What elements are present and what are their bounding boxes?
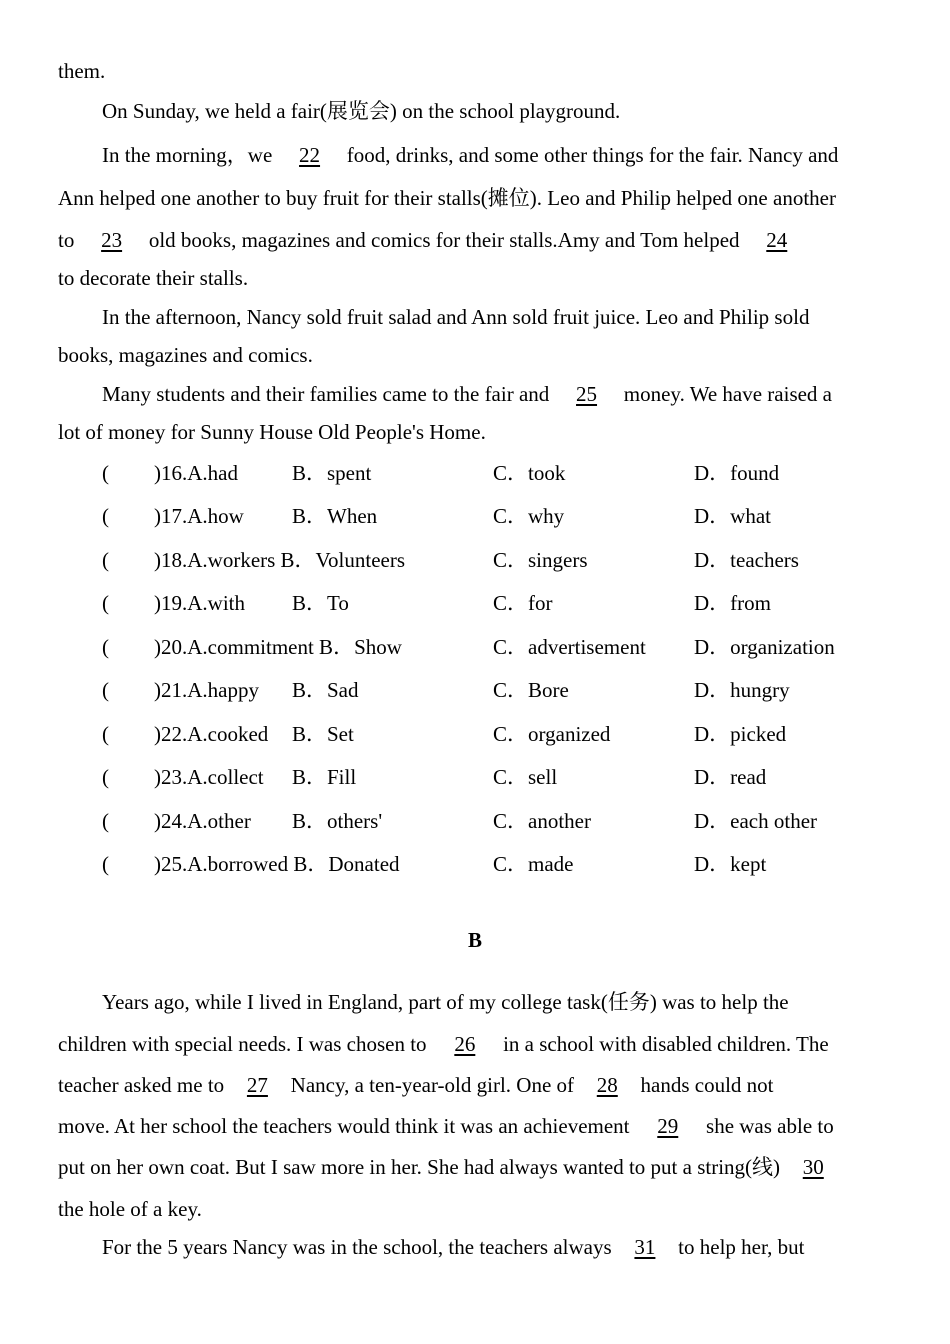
passage-text (58, 1030, 829, 1058)
answer-paren[interactable]: ( (102, 852, 109, 876)
text: hands could not (635, 1073, 774, 1097)
passage-text (102, 141, 838, 169)
answer-paren[interactable]: ( (102, 591, 109, 615)
option-b: B．spent (292, 461, 372, 485)
blank-30: 30 (802, 1155, 824, 1179)
passage-text (102, 1233, 804, 1261)
answer-paren[interactable]: ( (102, 635, 109, 659)
passage-text (58, 226, 809, 254)
option-d: D．kept (694, 852, 767, 876)
passage-text: to decorate their stalls. (58, 266, 249, 290)
passage-text (58, 1153, 841, 1181)
answer-paren[interactable]: ( (102, 548, 109, 572)
blank-29: 29 (657, 1114, 679, 1138)
text: money. We have raised a (618, 382, 833, 406)
option-c: C．made (493, 852, 574, 876)
question-option-a: )19.A.with (154, 591, 245, 615)
question-option-a: )22.A.cooked (154, 722, 269, 746)
option-c: C．why (493, 504, 565, 528)
option-c: C．took (493, 461, 566, 485)
option-b: B．Fill (292, 765, 357, 789)
option-c: C．another (493, 809, 591, 833)
question-row (102, 633, 902, 661)
blank-31: 31 (634, 1235, 656, 1259)
text: Nancy, a ten-year-old girl. One of (285, 1073, 580, 1097)
option-c: C．sell (493, 765, 558, 789)
blank-25: 25 (576, 382, 598, 406)
passage-text (58, 1112, 834, 1140)
option-d: D．from (694, 591, 771, 615)
option-c: C．Bore (493, 678, 569, 702)
blank-24: 24 (766, 228, 788, 252)
question-option-a: )21.A.happy (154, 678, 259, 702)
passage-text: books, magazines and comics. (58, 343, 313, 367)
passage-text (58, 1071, 774, 1099)
blank-22: 22 (299, 143, 321, 167)
option-b: B．When (292, 504, 378, 528)
text: put on her own coat. But I saw more in her. She had always wanted to put a string(线) (58, 1155, 786, 1179)
text: Many students and their families came to the fair and (102, 382, 555, 406)
option-c: C．advertisement (493, 635, 646, 659)
text: For the 5 years Nancy was in the school, the teachers always (102, 1235, 617, 1259)
passage-text: Ann helped one another to buy fruit for their stalls(摊位). Leo and Philip helped one another (58, 186, 836, 210)
text: to help her, but (672, 1235, 805, 1259)
option-d: D．teachers (694, 548, 799, 572)
answer-paren[interactable]: ( (102, 504, 109, 528)
text: she was able to (700, 1114, 834, 1138)
question-option-a-b: )25.A.borrowed B．Donated (154, 852, 400, 876)
question-row (102, 850, 902, 878)
option-d: D．what (694, 504, 771, 528)
text: to (58, 228, 80, 252)
passage-text: them. (58, 59, 106, 83)
text: teacher asked me to (58, 1073, 230, 1097)
question-row (102, 763, 902, 791)
option-c: C．organized (493, 722, 611, 746)
passage-text: Years ago, while I lived in England, part of my college task(任务) was to help the (102, 990, 789, 1014)
question-row (102, 502, 902, 530)
option-b: B．others' (292, 809, 383, 833)
option-d: D．hungry (694, 678, 790, 702)
question-row (102, 546, 902, 574)
option-c: C．singers (493, 548, 588, 572)
passage-text: On Sunday, we held a fair(展览会) on the school playground. (102, 99, 621, 123)
question-row (102, 720, 902, 748)
passage-text (102, 380, 832, 408)
question-row (102, 589, 902, 617)
blank-23: 23 (101, 228, 123, 252)
question-option-a: )23.A.collect (154, 765, 264, 789)
option-d: D．found (694, 461, 780, 485)
text: in a school with disabled children. The (497, 1032, 829, 1056)
answer-paren[interactable]: ( (102, 461, 109, 485)
text: children with special needs. I was chosen to (58, 1032, 432, 1056)
question-row (102, 807, 902, 835)
passage-text: In the afternoon, Nancy sold fruit salad and Ann sold fruit juice. Leo and Philip sold (102, 305, 810, 329)
option-b: B．To (292, 591, 349, 615)
option-d: D．picked (694, 722, 787, 746)
option-b: B．Set (292, 722, 354, 746)
answer-paren[interactable]: ( (102, 678, 109, 702)
question-option-a: )24.A.other (154, 809, 251, 833)
text: food, drinks, and some other things for the fair. Nancy and (341, 143, 839, 167)
option-d: D．organization (694, 635, 835, 659)
question-option-a-b: )18.A.workers B．Volunteers (154, 548, 405, 572)
text: old books, magazines and comics for their stalls.Amy and Tom helped (143, 228, 745, 252)
passage-text: lot of money for Sunny House Old People's Home. (58, 420, 486, 444)
answer-paren[interactable]: ( (102, 722, 109, 746)
passage-text: the hole of a key. (58, 1197, 202, 1221)
answer-paren[interactable]: ( (102, 809, 109, 833)
option-d: D．each other (694, 809, 818, 833)
option-d: D．read (694, 765, 767, 789)
blank-28: 28 (596, 1073, 618, 1097)
question-option-a-b: )20.A.commitment B．Show (154, 635, 402, 659)
blank-26: 26 (454, 1032, 476, 1056)
text: move. At her school the teachers would think it was an achievement (58, 1114, 635, 1138)
section-title: B (467, 928, 482, 952)
text: In the morning，we (102, 143, 278, 167)
option-b: B．Sad (292, 678, 359, 702)
question-option-a: )16.A.had (154, 461, 238, 485)
blank-27: 27 (246, 1073, 268, 1097)
answer-paren[interactable]: ( (102, 765, 109, 789)
option-c: C．for (493, 591, 553, 615)
question-row (102, 459, 902, 487)
question-row (102, 676, 902, 704)
question-option-a: )17.A.how (154, 504, 244, 528)
